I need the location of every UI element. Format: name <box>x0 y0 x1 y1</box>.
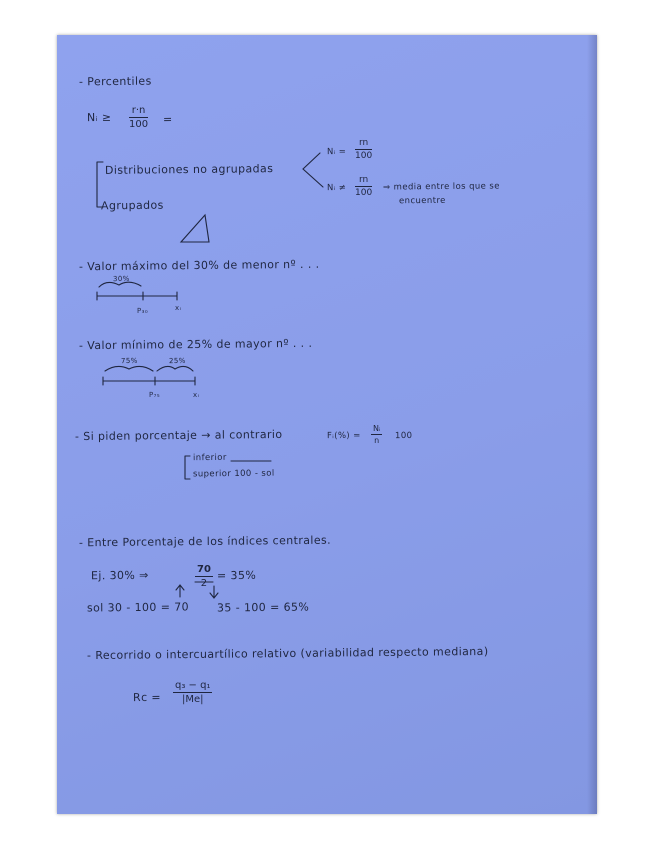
entre-porcentaje-heading: - Entre Porcentaje de los índices centrales. <box>78 533 332 550</box>
formula-denominator: 100 <box>129 119 149 130</box>
rc-lhs: Rᴄ = <box>132 690 162 705</box>
ej-result: = 35% <box>216 568 257 583</box>
distribuciones-label: Distribuciones no agrupadas <box>104 162 274 177</box>
case2-lhs: Nᵢ ≠ <box>326 182 347 194</box>
up-arrow-mark <box>176 585 184 597</box>
max-p-label: P₃₀ <box>136 306 149 316</box>
case2-denominator: 100 <box>355 188 373 198</box>
sol-line-2: 35 - 100 = 65% <box>216 600 310 615</box>
max-pct-label: 30% <box>112 274 130 284</box>
valor-minimo-heading: - Valor mínimo de 25% de mayor nº . . . <box>78 336 313 353</box>
case1-fraction <box>355 138 372 161</box>
ej-line: Ej. 30% ⇒ <box>90 568 149 583</box>
max-number-line <box>97 292 177 300</box>
inferior-label: inferior <box>192 452 227 464</box>
case2-rhs: ⇒ media entre los que se <box>382 181 500 193</box>
min-number-line <box>103 377 195 385</box>
superior-label: superior 100 - sol <box>192 468 275 480</box>
fi-fraction <box>371 424 382 445</box>
rc-fraction <box>173 680 212 705</box>
formula-n-lhs: Nᵢ ≥ <box>86 110 112 125</box>
case2-numerator: rn <box>355 175 372 187</box>
formula-equals: = <box>162 112 173 127</box>
notebook-page <box>57 35 597 814</box>
fi-formula-lhs: Fᵢ(%) = <box>326 430 361 442</box>
valor-maximo-heading: - Valor máximo del 30% de menor nº . . . <box>78 257 320 274</box>
fi-tail: 100 <box>394 430 413 442</box>
angle-bracket-mark <box>303 153 323 187</box>
ej-numerator: 70 <box>197 564 211 575</box>
case2-fraction <box>355 175 372 198</box>
sol-line: sol 30 - 100 = 70 <box>86 600 190 615</box>
min-brace-right <box>157 366 193 371</box>
case1-lhs: Nᵢ = <box>326 146 347 158</box>
formula-fraction <box>129 105 148 130</box>
case1-numerator: rn <box>355 138 372 150</box>
ej-fraction <box>195 564 213 589</box>
min-pct2-label: 25% <box>168 356 186 366</box>
si-piden-heading: - Si piden porcentaje → al contrario <box>74 427 283 444</box>
section-title-percentiles: - Percentiles <box>78 74 152 89</box>
agrupados-label: Agrupados <box>100 198 164 213</box>
case1-denominator: 100 <box>355 151 373 161</box>
bracket-inf-sup <box>185 456 190 479</box>
fi-numerator: Nᵢ <box>373 424 381 433</box>
max-x-label: xᵢ <box>174 303 182 313</box>
recorrido-heading: - Recorrido o intercuartílico relativo (variabilidad respecto mediana) <box>86 644 489 663</box>
triangle-mark <box>181 215 209 242</box>
case2-rhs-line2: encuentre <box>398 195 446 207</box>
formula-numerator: r·n <box>129 105 148 118</box>
rc-numerator: q₃ − q₁ <box>175 680 211 691</box>
min-x-label: xᵢ <box>192 390 200 400</box>
min-p-label: P₇₅ <box>148 390 161 400</box>
fi-denominator: n <box>374 436 380 445</box>
ej-denominator: 2 <box>200 578 208 589</box>
min-brace-left <box>105 366 153 371</box>
min-pct1-label: 75% <box>120 356 138 366</box>
rc-denominator: |Me| <box>181 694 204 705</box>
